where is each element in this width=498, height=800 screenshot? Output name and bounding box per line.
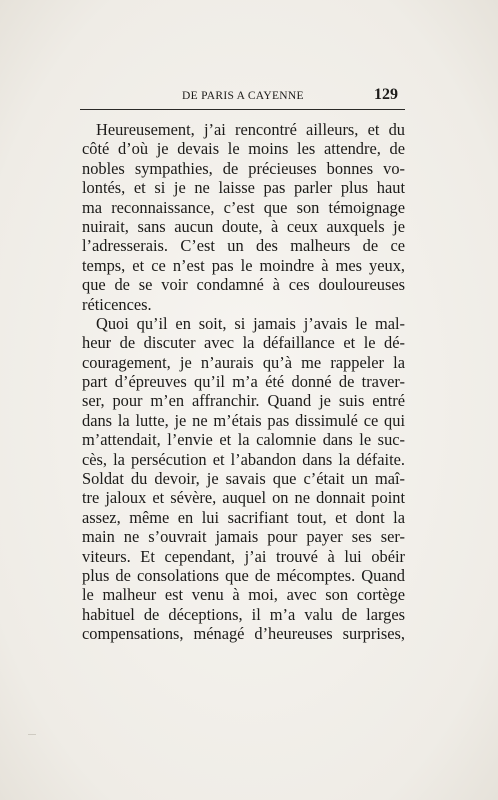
text-line: réticences. xyxy=(82,294,152,314)
text-line: part d’épreuves qu’il m’a été donné de traver- xyxy=(82,372,405,392)
running-header xyxy=(80,86,420,104)
text-line: m’attendait, l’envie et la calomnie dans le suc- xyxy=(82,430,405,450)
text-line: lontés, et si je ne laisse pas parler plus haut xyxy=(82,178,405,198)
text-line: côté d’où je devais le moins les attendre, de xyxy=(82,139,405,159)
text-line: main ne s’ouvrait jamais pour payer ses ser- xyxy=(82,527,405,547)
page-number: 129 xyxy=(374,86,398,103)
text-line: heur de discuter avec la défaillance et le dé- xyxy=(82,333,405,353)
text-line: tre jaloux et sévère, auquel on ne donnait point xyxy=(82,488,405,508)
running-title: DE PARIS A CAYENNE xyxy=(182,90,304,102)
paper-speck xyxy=(28,734,36,735)
text-line: temps, et ce n’est pas le moindre à mes yeux, xyxy=(82,255,405,275)
text-line: plus de consolations que de mécomptes. Quand xyxy=(82,565,405,585)
body-text xyxy=(82,120,405,644)
text-line: l’adresserais. C’est un des malheurs de ce xyxy=(82,236,405,256)
text-line: compensations, ménagé d’heureuses surprises, xyxy=(82,624,405,644)
text-line: Quoi qu’il en soit, si jamais j’avais le mal- xyxy=(96,313,405,333)
text-line: viteurs. Et cependant, j’ai trouvé à lui obéir xyxy=(82,546,405,566)
text-line: que de se voir condamné à ces douloureuses xyxy=(82,275,405,295)
text-line: nobles sympathies, de précieuses bonnes vo- xyxy=(82,158,405,178)
text-line: nuirait, sans aucun doute, à ceux auxquels je xyxy=(82,216,405,236)
text-line: couragement, je n’aurais qu’à me rappeler la xyxy=(82,352,405,372)
text-line: dans la lutte, je ne m’étais pas dissimulé ce qui xyxy=(82,410,405,430)
header-rule xyxy=(80,109,405,110)
text-line: Heureusement, j’ai rencontré ailleurs, et du xyxy=(96,120,405,139)
text-line: ma reconnaissance, c’est que son témoignage xyxy=(82,197,405,217)
text-line: assez, même en lui sacrifiant tout, et dont la xyxy=(82,507,405,527)
text-line: le malheur est venu à moi, avec son cortège xyxy=(82,585,405,605)
text-line: cès, la persécution et l’abandon dans la défaite. xyxy=(82,449,405,469)
text-line: Soldat du devoir, je savais que c’était un maî- xyxy=(82,469,405,489)
text-line: habituel de déceptions, il m’a valu de larges xyxy=(82,604,405,624)
text-line: ser, pour m’en affranchir. Quand je suis entré xyxy=(82,391,405,411)
